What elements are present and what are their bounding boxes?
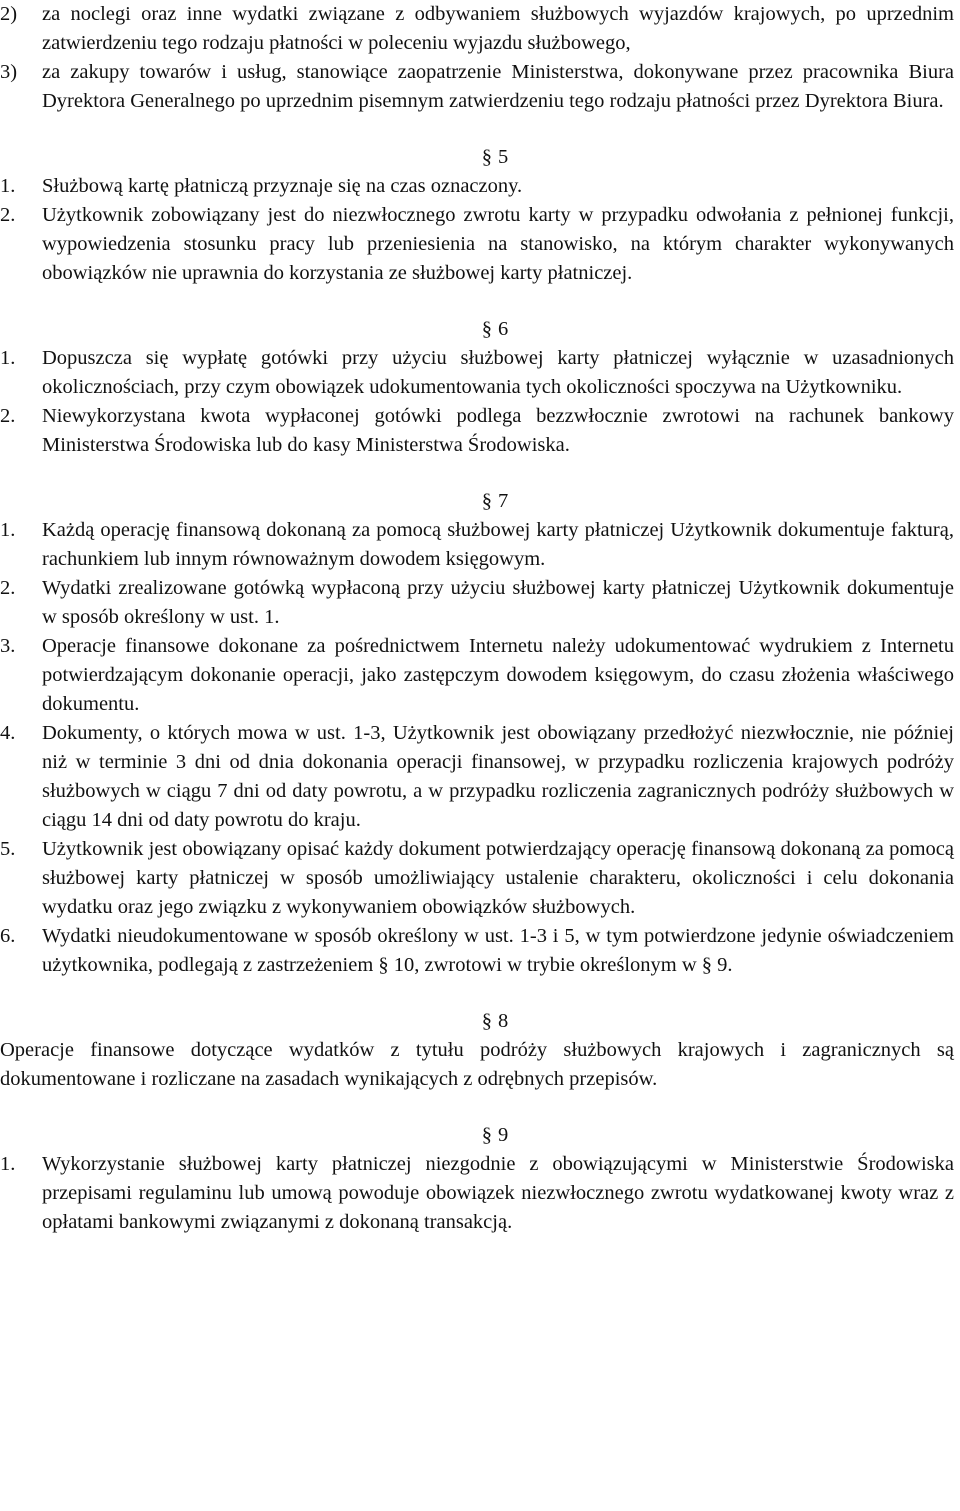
list-item: [0, 922, 960, 980]
section-heading-6: [0, 315, 960, 344]
section-heading-7: [0, 487, 960, 516]
item-text: Dopuszcza się wypłatę gotówki przy użyciu służbowej karty płatniczej wyłącznie w uzasadnionych okolicznościach, przy czym obowiązek udokumentowania tych okoliczności spoczywa na Użytkowniku.: [42, 347, 954, 398]
item-text: Dokumenty, o których mowa w ust. 1-3, Użytkownik jest obowiązany przedłożyć niezwłocznie, nie później niż w terminie 3 dni od dnia dokonania operacji finansowej, w przypadku rozliczenia krajowych podróży służbowych w ciągu 7 dni od daty powrotu, a w przypadku rozliczenia zagranicznych podróży służbowych w ciągu 14 dni od daty powrotu do kraju.: [42, 722, 954, 831]
section-number: 6: [498, 318, 509, 340]
list-item: [0, 719, 960, 835]
list-item: [0, 835, 960, 922]
item-number: 1.: [0, 1153, 16, 1175]
list-item: [0, 516, 960, 574]
item-text: Wydatki zrealizowane gotówką wypłaconą przy użyciu służbowej karty płatniczej Użytkownik dokumentuje w sposób określony w ust. 1.: [42, 577, 954, 628]
item-number: 2.: [0, 405, 16, 427]
section-symbol: §: [481, 490, 492, 512]
item-text: Operacje finansowe dokonane za pośrednictwem Internetu należy udokumentować wydrukiem z Internetu potwierdzającym dokonanie operacji, jako zastępczym dowodem księgowym, do czasu złożenia właściwego dokumentu.: [42, 635, 954, 715]
section-symbol: §: [481, 1124, 492, 1146]
item-text: za noclegi oraz inne wydatki związane z odbywaniem służbowych wyjazdów krajowych, po uprzednim zatwierdzeniu tego rodzaju płatności w poleceniu wyjazdu służbowego,: [42, 3, 954, 54]
list-item: [0, 1150, 960, 1237]
item-number: 2): [0, 3, 18, 25]
section-number: 9: [498, 1124, 509, 1146]
section-heading-8: [0, 1007, 960, 1036]
item-number: 3): [0, 61, 18, 83]
section-number: 5: [498, 146, 509, 168]
list-item: [0, 632, 960, 719]
item-number: 2.: [0, 577, 16, 599]
list-item: [0, 201, 960, 288]
section-symbol: §: [481, 318, 492, 340]
section-heading-5: [0, 143, 960, 172]
item-number: 6.: [0, 925, 16, 947]
item-number: 3.: [0, 635, 16, 657]
section-number: 7: [498, 490, 509, 512]
item-number: 1.: [0, 347, 16, 369]
section-number: 8: [498, 1010, 509, 1032]
item-text: Służbową kartę płatniczą przyznaje się na czas oznaczony.: [42, 175, 523, 197]
section-symbol: §: [481, 1010, 492, 1032]
list-item: [0, 344, 960, 402]
continued-list: [0, 0, 960, 116]
item-text: Wykorzystanie służbowej karty płatniczej niezgodnie z obowiązującymi w Ministerstwie Środowiska przepisami regulaminu lub umową powoduje obowiązek niezwłocznego zwrotu wydatkowanej kwoty wraz z opłatami bankowymi związanymi z dokonaną transakcją.: [42, 1153, 954, 1233]
section-paragraph: Operacje finansowe dotyczące wydatków z tytułu podróży służbowych krajowych i zagranicznych są dokumentowane i rozliczane na zasadach wynikających z odrębnych przepisów.: [0, 1039, 954, 1090]
list-item: [0, 0, 960, 58]
item-number: 5.: [0, 838, 16, 860]
item-text: Każdą operację finansową dokonaną za pomocą służbowej karty płatniczej Użytkownik dokumentuje fakturą, rachunkiem lub innym równoważnym dowodem księgowym.: [42, 519, 954, 570]
item-number: 2.: [0, 204, 16, 226]
section-heading-9: [0, 1121, 960, 1150]
item-text: Użytkownik jest obowiązany opisać każdy dokument potwierdzający operację finansową dokonaną za pomocą służbowej karty płatniczej w sposób umożliwiający ustalenie charakteru, okoliczności i celu dokonania wydatku oraz jego związku z wykonywaniem obowiązków służbowych.: [42, 838, 954, 918]
item-number: 1.: [0, 519, 16, 541]
list-item: [0, 402, 960, 460]
item-text: Użytkownik zobowiązany jest do niezwłocznego zwrotu karty w przypadku odwołania z pełnionej funkcji, wypowiedzenia stosunku pracy lub przeniesienia na stanowisko, na którym charakter wykonywanych obowiązków nie uprawnia do korzystania ze służbowej karty płatniczej.: [42, 204, 954, 284]
section-symbol: §: [481, 146, 492, 168]
list-item: [0, 58, 960, 116]
item-text: za zakupy towarów i usług, stanowiące zaopatrzenie Ministerstwa, dokonywane przez pracownika Biura Dyrektora Generalnego po uprzednim pisemnym zatwierdzeniu tego rodzaju płatności przez Dyrektora Biura.: [42, 61, 954, 112]
list-item: [0, 172, 960, 201]
item-number: 4.: [0, 722, 16, 744]
item-number: 1.: [0, 175, 16, 197]
item-text: Niewykorzystana kwota wypłaconej gotówki podlega bezzwłocznie zwrotowi na rachunek bankowy Ministerstwa Środowiska lub do kasy Ministerstwa Środowiska.: [42, 405, 954, 456]
item-text: Wydatki nieudokumentowane w sposób określony w ust. 1-3 i 5, w tym potwierdzone jedynie oświadczeniem użytkownika, podlegają z zastrzeżeniem § 10, zwrotowi w trybie określonym w § 9.: [42, 925, 954, 976]
list-item: [0, 574, 960, 632]
